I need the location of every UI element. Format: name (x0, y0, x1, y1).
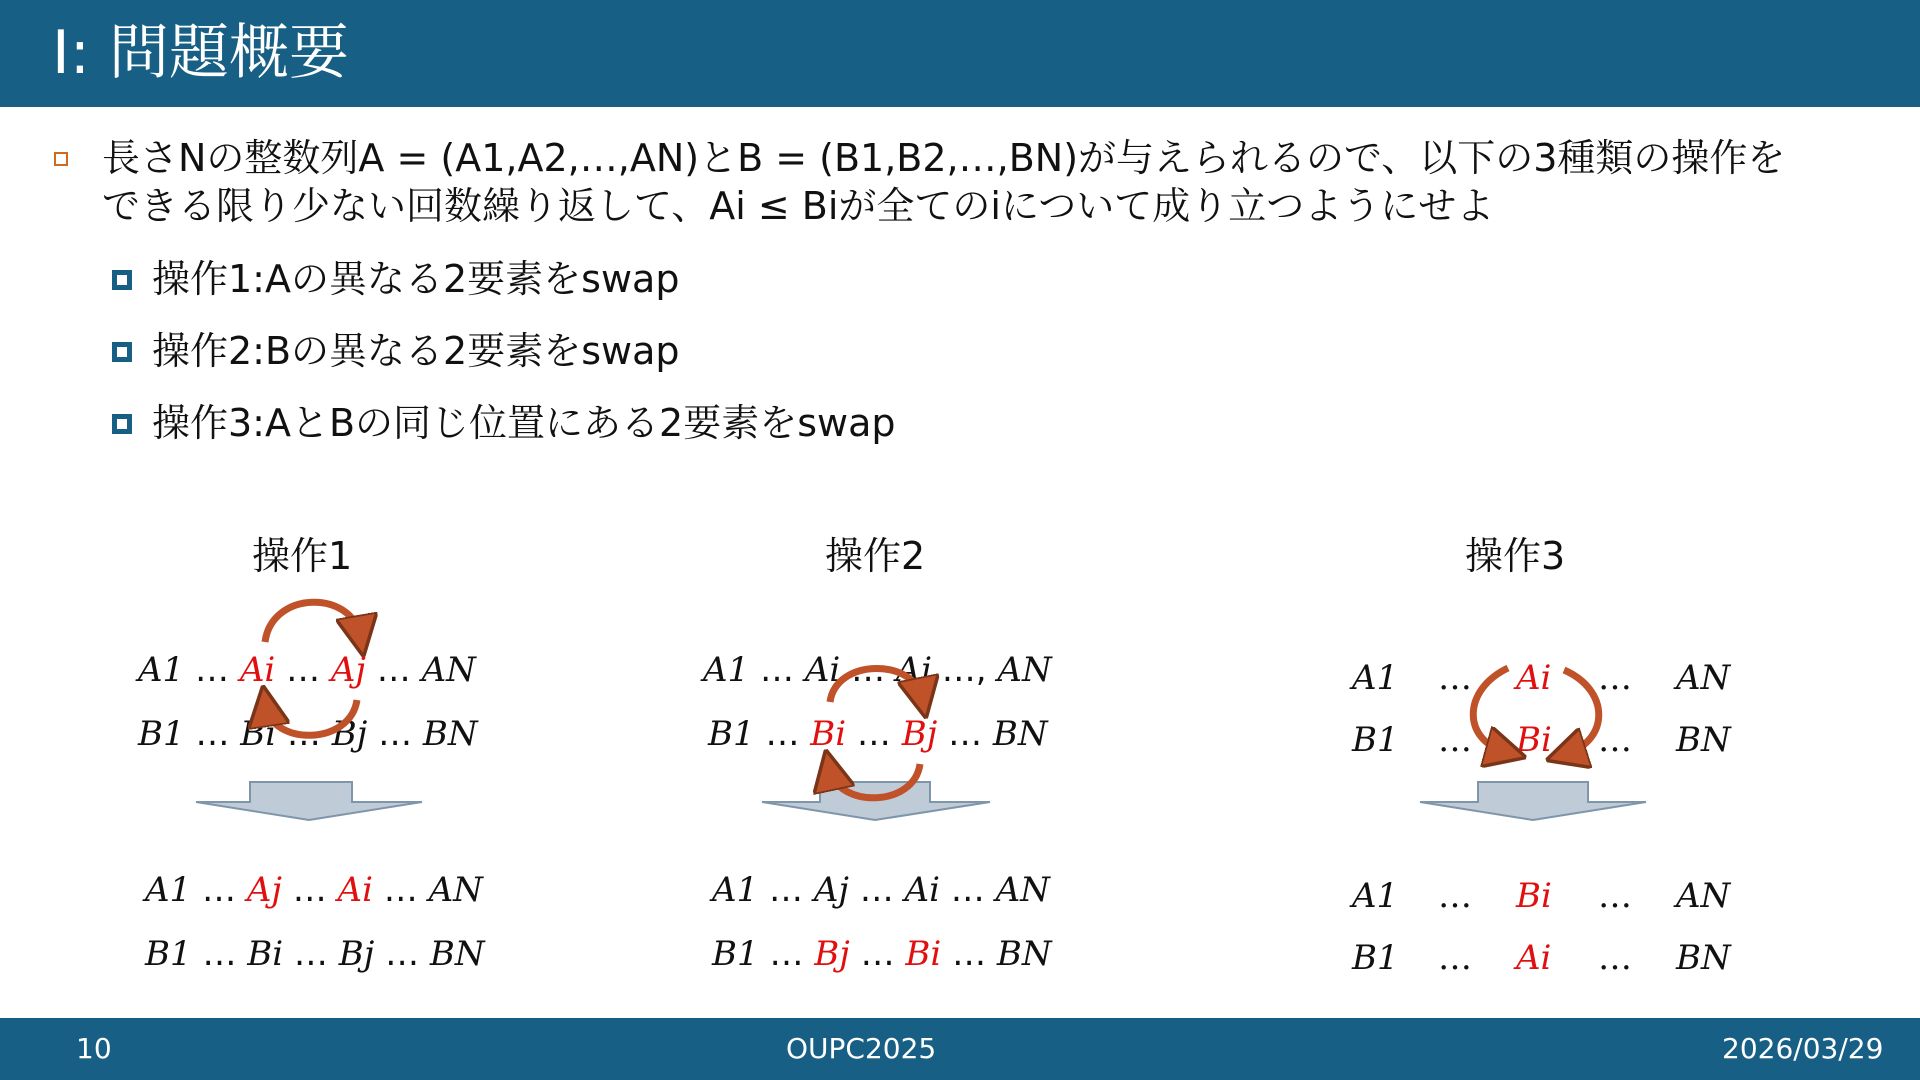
diagram-3-after-b-5: BN (1676, 938, 1731, 978)
operation-2-text: 操作2:Bの異なる2要素をswap (152, 329, 680, 373)
diagram-3-after-b-3: Ai (1516, 938, 1552, 978)
diagram-3-before-a-2: … (1438, 658, 1472, 698)
operation-1-text: 操作1:Aの異なる2要素をswap (152, 257, 680, 301)
diagram-1-before-row-b: B1 … Bi … Bj … BN (138, 714, 478, 754)
diagram-3-before-a-4: … (1598, 658, 1632, 698)
diagram-3-after-b-2: … (1438, 938, 1472, 978)
diagram-3-before-a-3: Ai (1516, 658, 1552, 698)
diagram-2-after-row-b: B1 … Bj … Bi … BN (712, 934, 1052, 974)
problem-line-1: 長さNの整数列A = (A1,A2,…,AN)とB = (B1,B2,…,BN)が与えられるので、以下の3種類の操作を (102, 136, 1786, 180)
diagram-3-before-b-1: B1 (1352, 720, 1399, 760)
swap-arrow-icon (830, 668, 922, 797)
diagram-3-before-b-2: … (1438, 720, 1472, 760)
diagram-1-before-row-a: A1 … Ai … Aj … AN (138, 650, 476, 690)
diagram-3-after-b-1: B1 (1352, 938, 1399, 978)
footer-date: 2026/03/29 (1722, 1032, 1884, 1065)
swap-arrow-icon (265, 602, 360, 735)
slide-title: I: 問題概要 (52, 18, 349, 88)
down-arrow-icon (196, 782, 422, 820)
diagram-2-title: 操作2 (825, 534, 926, 578)
problem-line-2: できる限り少ない回数繰り返して、Ai ≤ Biが全てのiについて成り立つようにせよ (102, 184, 1495, 228)
diagram-3-before-a-5: AN (1676, 658, 1731, 698)
diagram-3-after-b-4: … (1598, 938, 1632, 978)
diagram-3-after-a-3: Bi (1516, 876, 1552, 916)
diagram-3-after-a-5: AN (1676, 876, 1731, 916)
diagram-3-before-b-5: BN (1676, 720, 1731, 760)
diagram-3-after-a-2: … (1438, 876, 1472, 916)
diagram-2-before-row-b: B1 … Bi … Bj … BN (708, 714, 1048, 754)
swap-arrow-icon (1473, 668, 1599, 754)
operation-3-text: 操作3:AとBの同じ位置にある2要素をswap (152, 401, 896, 445)
diagram-2-after-row-a: A1 … Aj … Ai … AN (712, 870, 1050, 910)
down-arrow-icon (1420, 782, 1646, 820)
diagram-3-before-a-1: A1 (1352, 658, 1399, 698)
footer-center-text: OUPC2025 (786, 1032, 937, 1065)
diagram-3-before-b-3: Bi (1516, 720, 1552, 760)
diagram-1-after-row-a: A1 … Aj … Ai … AN (145, 870, 483, 910)
diagram-3-title: 操作3 (1465, 534, 1566, 578)
diagram-1-title: 操作1 (252, 534, 353, 578)
diagram-3-after-a-4: … (1598, 876, 1632, 916)
diagram-3-after-a-1: A1 (1352, 876, 1399, 916)
footer-bar (0, 1018, 1920, 1080)
diagram-1-after-row-b: B1 … Bi … Bj … BN (145, 934, 485, 974)
page-number: 10 (76, 1032, 112, 1065)
diagram-3-before-b-4: … (1598, 720, 1632, 760)
diagram-2-before-row-a: A1 … Ai … Aj …, AN (703, 650, 1052, 690)
